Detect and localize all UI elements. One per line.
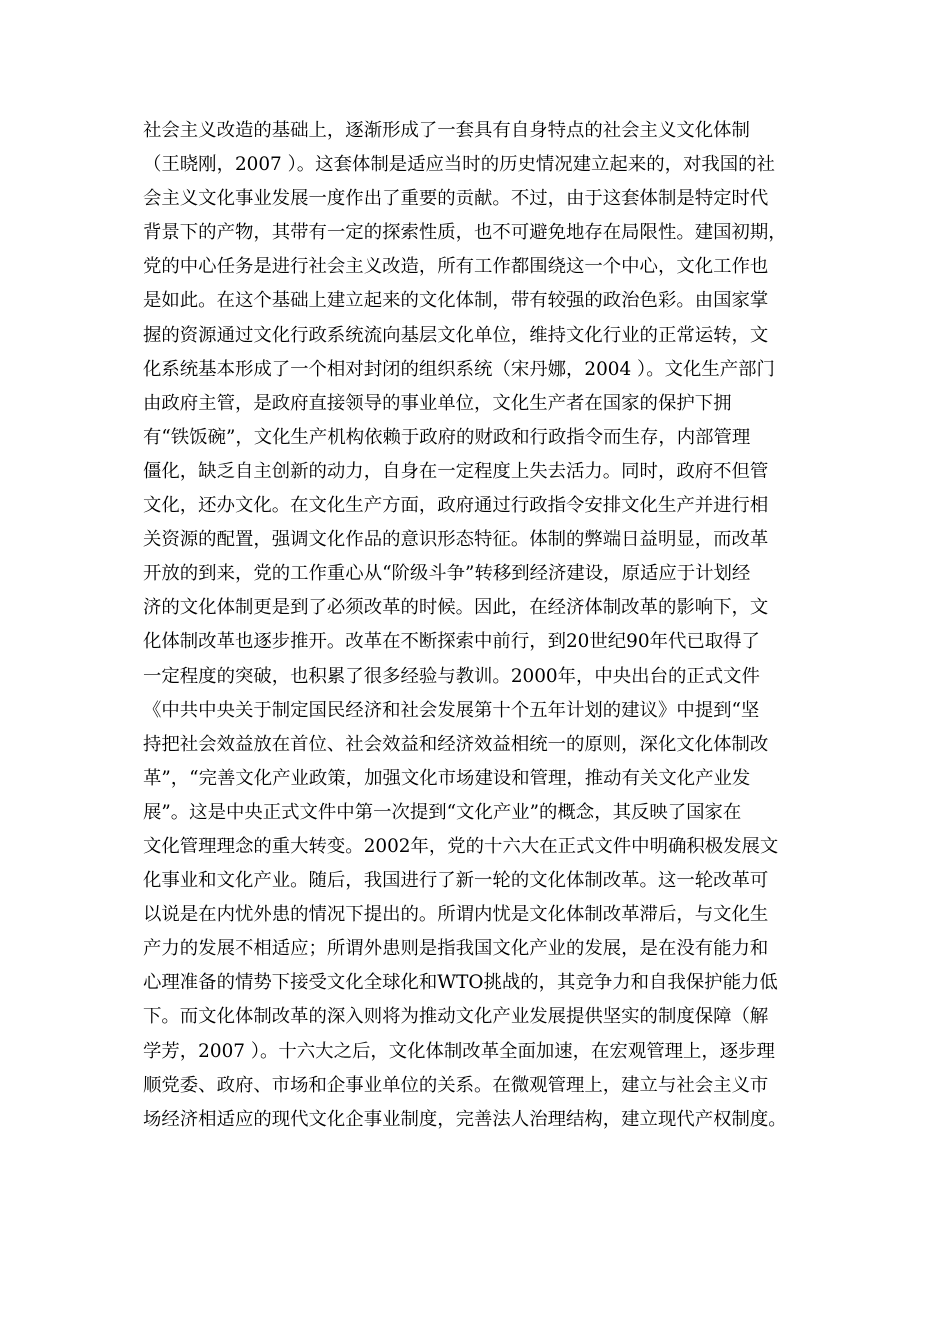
text-line: 握的资源通过文化行政系统流向基层文化单位，维持文化行业的正常运转，文 [143, 324, 769, 346]
text-line: 下。而文化体制改革的深入则将为推动文化产业发展提供坚实的制度保障（解 [143, 1006, 769, 1028]
text-line: 产力的发展不相适应；所谓外患则是指我国文化产业的发展，是在没有能力和 [143, 938, 769, 960]
text-line: 化事业和文化产业。随后，我国进行了新一轮的文化体制改革。这一轮改革可 [143, 870, 769, 892]
text-line: 以说是在内忧外患的情况下提出的。所谓内忧是文化体制改革滞后，与文化生 [143, 904, 769, 926]
text-line: 一定程度的突破，也积累了很多经验与教训。2000年，中央出台的正式文件 [143, 665, 760, 687]
text-line: 背景下的产物，其带有一定的探索性质，也不可避免地存在局限性。建国初期， [143, 222, 787, 244]
body-paragraph [143, 114, 823, 1137]
text-line: 党的中心任务是进行社会主义改造，所有工作都围绕这一个中心，文化工作也 [143, 256, 769, 278]
text-line: 学芳，2007 ）。十六大之后，文化体制改革全面加速，在宏观管理上，逐步理 [143, 1040, 775, 1062]
text-line: 由政府主管，是政府直接领导的事业单位，文化生产者在国家的保护下拥 [143, 392, 732, 414]
text-line: 是如此。在这个基础上建立起来的文化体制，带有较强的政治色彩。由国家掌 [143, 290, 769, 312]
text-line: 革”，“完善文化产业政策，加强文化市场建设和管理，推动有关文化产业发 [143, 767, 751, 789]
text-line: 场经济相适应的现代文化企事业制度，完善法人治理结构，建立现代产权制度。 [143, 1108, 787, 1130]
text-line: 化系统基本形成了一个相对封闭的组织系统（宋丹娜，2004 ）。文化生产部门 [143, 358, 775, 380]
text-line: 济的文化体制更是到了必须改革的时候。因此，在经济体制改革的影响下，文 [143, 597, 769, 619]
text-line: （王晓刚，2007 ）。这套体制是适应当时的历史情况建立起来的，对我国的社 [143, 154, 775, 176]
text-line: 会主义文化事业发展一度作出了重要的贡献。不过，由于这套体制是特定时代 [143, 188, 769, 210]
text-line: 文化管理理念的重大转变。2002年，党的十六大在正式文件中明确积极发展文 [143, 835, 779, 857]
text-line: 《中共中央关于制定国民经济和社会发展第十个五年计划的建议》中提到“坚 [143, 699, 760, 721]
text-line: 化体制改革也逐步推开。改革在不断探索中前行，到20世纪90年代已取得了 [143, 631, 760, 653]
text-line: 持把社会效益放在首位、社会效益和经济效益相统一的原则，深化文化体制改 [143, 733, 769, 755]
text-line: 心理准备的情势下接受文化全球化和WTO挑战的，其竞争力和自我保护能力低 [143, 972, 778, 994]
text-line: 社会主义改造的基础上，逐渐形成了一套具有自身特点的社会主义文化体制 [143, 120, 750, 141]
text-line: 僵化，缺乏自主创新的动力，自身在一定程度上失去活力。同时，政府不但管 [143, 460, 769, 482]
text-line: 有“铁饭碗”，文化生产机构依赖于政府的财政和行政指令而生存，内部管理 [143, 426, 751, 448]
text-line: 关资源的配置，强调文化作品的意识形态特征。体制的弊端日益明显，而改革 [143, 529, 769, 551]
text-line: 顺党委、政府、市场和企事业单位的关系。在微观管理上，建立与社会主义市 [143, 1074, 769, 1096]
text-line: 展”。这是中央正式文件中第一次提到“文化产业”的概念，其反映了国家在 [143, 801, 742, 823]
text-line: 文化，还办文化。在文化生产方面，政府通过行政指令安排文化生产并进行相 [143, 495, 769, 517]
text-line: 开放的到来，党的工作重心从“阶级斗争”转移到经济建设，原适应于计划经 [143, 563, 751, 585]
